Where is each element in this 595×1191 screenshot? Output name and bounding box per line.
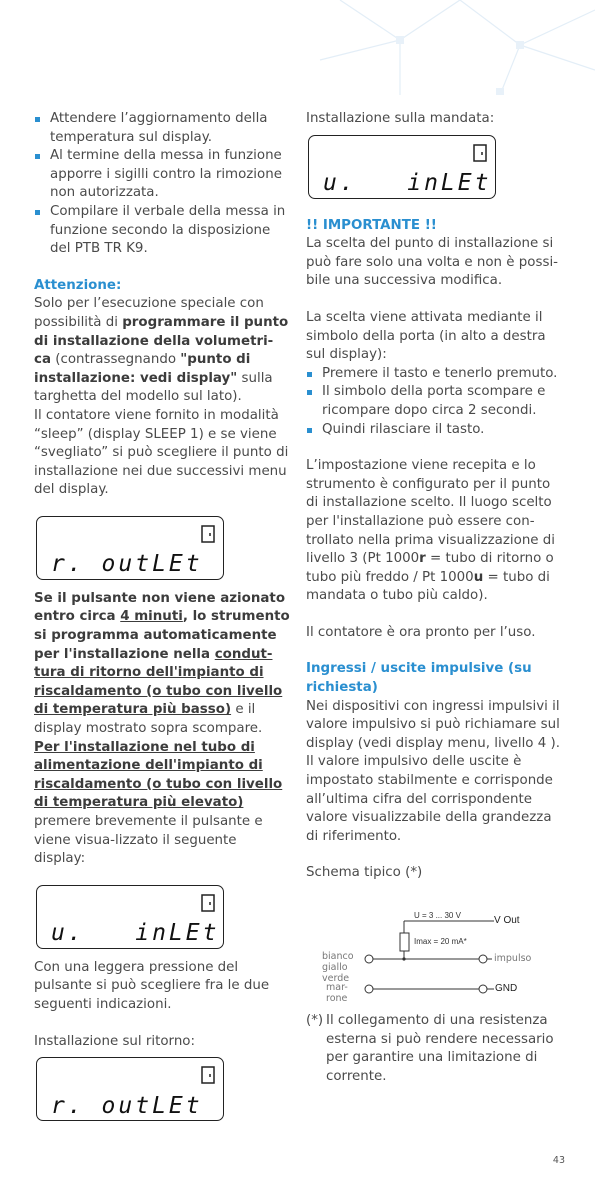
door-icon <box>473 144 487 162</box>
ready-paragraph: Il contatore è ora pronto per l’uso. <box>306 624 536 640</box>
selection-paragraph: La scelta viene attivata mediante il simbolo della porta (in alto a destra sul display): <box>306 309 546 363</box>
door-icon <box>201 525 215 543</box>
choice-paragraph: Con una leggera pressione del pulsante si può scegliere fra le due seguenti indicazioni. <box>34 959 270 1012</box>
current-label: Imax = 20 mA* <box>414 937 467 946</box>
lcd-text: u. inLEt <box>51 920 220 947</box>
list-item: Premere il tasto e tenerlo premuto. <box>306 365 562 384</box>
door-icon <box>201 894 215 912</box>
list-item: Quindi rilasciare il tasto. <box>306 421 562 440</box>
lcd-text: r. outLEt <box>51 1092 203 1119</box>
door-icon <box>201 1066 215 1084</box>
list-item: Compilare il verbale della messa in funzione secondo la disposizione del PTB TR K9. <box>34 203 290 259</box>
pulse-paragraph: Nei dispositivi con ingressi impulsivi il valore impulsivo si può richiamare sul display (vedi display menu, livello 4 ). Il valore impulsivo delle uscite è impostato stabilmente e corrisponde all’ultima cifra del corrispondente valore visualizzabile della grandezza di riferimento. <box>306 698 560 844</box>
bold-span: , lo strumento si programma automaticamente per l'installazione nella <box>34 609 290 662</box>
left-column <box>34 110 290 1121</box>
bold-span: r <box>419 551 426 567</box>
important-heading: !! IMPORTANTE !! <box>306 217 437 233</box>
footnote-mark: (*) <box>306 1013 324 1028</box>
text-span: (contrassegnando <box>50 352 181 368</box>
wire-label: mar-rone <box>326 982 348 1004</box>
text-span: premere brevemente il pulsante e viene visua-lizzato il seguente display: <box>34 814 263 867</box>
footnote <box>306 1012 562 1086</box>
attention-paragraph <box>34 295 290 407</box>
wire-label: bianco giallo verde <box>322 951 354 984</box>
impulse-label: impulso <box>494 953 532 964</box>
steps-list <box>306 365 562 439</box>
lcd-display <box>36 885 224 949</box>
bold-span: u <box>473 569 484 585</box>
return-label: Installazione sul ritorno: <box>34 1033 196 1049</box>
bold-span: "punto di installazione: vedi display" <box>34 352 251 386</box>
lcd-text: r. outLEt <box>51 551 203 578</box>
attention-heading: Attenzione: <box>34 277 122 293</box>
schema-label: Schema tipico (*) <box>306 865 423 881</box>
right-column <box>306 110 562 1086</box>
bold-underline-span: 4 minuti <box>120 609 183 625</box>
sleep-paragraph: Il contatore viene fornito in modalità “sleep” (display SLEEP 1) e se viene “svegliato” si può scegliere il punto di installazione nei due successivi menu del display. <box>34 407 289 498</box>
voltage-label: U = 3 ... 30 V <box>414 911 461 920</box>
decorative-pattern <box>300 0 595 95</box>
accept-paragraph <box>306 457 562 606</box>
text-span: Solo per l’esecuzione speciale con possibilità di <box>34 296 264 330</box>
footnote-text: Il collegamento di una resistenza esterna si può rendere necessario per garantire una limitazione di corrente. <box>326 1013 554 1084</box>
list-item: Attendere l’aggiornamento della temperatura sul display. <box>34 110 290 147</box>
text-span: e il display mostrato sopra scompare. <box>34 702 263 737</box>
lcd-display <box>36 516 224 580</box>
bold-underline-span: Per l'installazione nel tubo di alimentazione dell'impianto di riscaldamento (o tubo con livello di temperatura più elevato) <box>34 739 283 811</box>
gnd-label: GND <box>495 983 518 994</box>
list-item: Il simbolo della porta scompare e ricompare dopo circa 2 secondi. <box>306 383 562 420</box>
text-span: = tubo di mandata o tubo più caldo). <box>306 569 550 604</box>
lcd-display <box>308 135 496 199</box>
warning-paragraph <box>34 590 290 869</box>
bullet-list <box>34 110 290 259</box>
vout-label: V Out <box>494 915 520 926</box>
wiring-diagram <box>314 891 539 1006</box>
pulse-heading: Ingressi / uscite impulsive (su richiesta) <box>306 661 532 696</box>
page-number: 43 <box>552 1155 565 1167</box>
important-paragraph: La scelta del punto di installazione si può fare solo una volta e non è possi-bile una successiva modifica. <box>306 236 558 289</box>
bold-underline-span: condut-tura di ritorno dell'impianto di riscaldamento (o tubo con livello di temperatura più basso) <box>34 646 283 718</box>
flow-label: Installazione sulla mandata: <box>306 111 495 126</box>
lcd-text: u. inLEt <box>323 170 492 196</box>
text-span: L’impostazione viene recepita e lo strumento è configurato per il punto di installazione scelto. Il luogo scelto per l'installazione può essere con-trollato nella prima visualizzazione di livello 3 (Pt 1000 <box>306 458 556 567</box>
bold-span: programmare il punto di installazione della volumetri-ca <box>34 314 289 368</box>
list-item: Al termine della messa in funzione apporre i sigilli contro la rimozione non autorizzata. <box>34 147 290 203</box>
text-span: = tubo di ritorno o tubo più freddo / Pt 1000 <box>306 551 554 585</box>
bold-span: Se il pulsante non viene azionato entro circa <box>34 590 286 625</box>
text-span: sulla targhetta del modello sul lato). <box>34 370 273 405</box>
lcd-display <box>36 1057 224 1121</box>
